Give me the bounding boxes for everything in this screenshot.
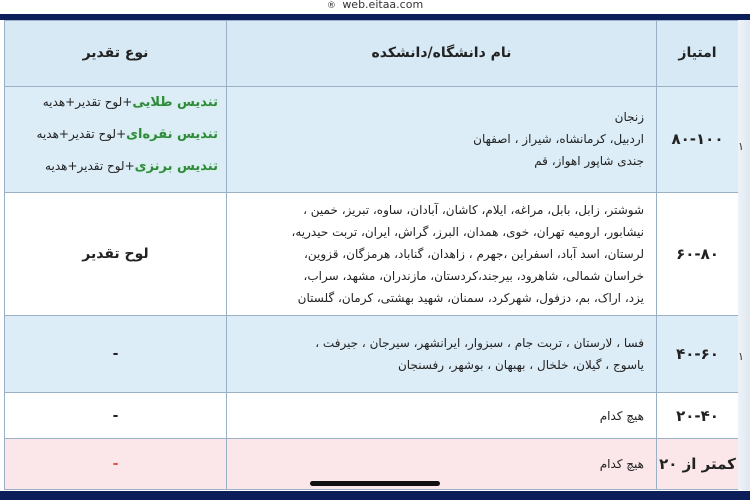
source-caption [0,0,750,14]
award-silver [37,127,218,142]
score-cell: ۲۰-۴۰ [657,392,739,438]
university-cell [227,192,657,315]
university-cell [227,439,657,490]
university-line: یاسوج ، گیلان، خلخال ، بهبهان ، بوشهر، رفسنجان [397,358,644,373]
score-cell: کمتر از ۲۰ [657,439,739,490]
award-cell [5,316,227,393]
university-line: زنجان [614,110,644,125]
university-line: نیشابور، ارومیه تهران، خوی، همدان، البرز، گراش، ایران، تربت حیدریه، [291,224,644,239]
award-cell [5,392,227,438]
award-tag: تندیس طلایی [132,94,218,110]
registered-icon: ® [326,1,336,11]
next-slide-edge [738,20,750,490]
university-cell [227,86,657,192]
university-line: لرستان، اسد آباد، اسفراین ،جهرم ، زاهدان، گناباد، هرمزگان، قزوین، [303,246,644,261]
header-score: امتیاز [657,21,739,87]
award-tag: تندیس برنزی [134,158,218,174]
award-cell [5,439,227,490]
award-none: - [112,346,119,363]
edge-number: ۱ [738,350,744,363]
award-rest: +لوح تقدیر+هدیه [36,126,127,141]
award-gold [43,95,218,110]
award-cell [5,86,227,192]
award-none: - [112,407,119,424]
university-cell [227,392,657,438]
source-url: web.eitaa.com [342,0,424,11]
university-line: شوشتر، زابل، بابل، مراغه، ایلام، کاشان، آبادان، ساوه، تبریز، خمین ، [303,202,644,217]
award-bronze [45,159,218,174]
award-none: - [112,456,119,473]
table-row [5,392,739,438]
award-plaque: لوح تقدیر [82,245,149,262]
home-indicator[interactable] [310,481,440,486]
score-cell: ۴۰-۶۰ [657,316,739,393]
table-row [5,192,739,315]
award-rest: +لوح تقدیر+هدیه [42,94,133,109]
award-rest: +لوح تقدیر+هدیه [45,158,135,173]
university-cell [227,316,657,393]
score-cell: ۶۰-۸۰ [657,192,739,315]
header-award: نوع تقدیر [5,21,227,87]
table-row [5,86,739,192]
header-row [5,21,739,87]
awards-table [4,20,739,490]
university-line: هیچ کدام [599,408,644,423]
university-line: فسا ، لارستان ، تربت جام ، سبزوار، ایرانشهر، سیرجان ، جیرفت ، [315,336,644,351]
header-university: نام دانشگاه/دانشکده [227,21,657,87]
university-line: هیچ کدام [599,457,644,472]
award-cell [5,192,227,315]
university-line: اردبیل، کرمانشاه، شیراز ، اصفهان [473,132,644,147]
award-tag: تندیس نقره‌ای [126,126,218,142]
university-line: جندی شاپور اهواز، قم [534,154,644,169]
score-cell: ۸۰-۱۰۰ [657,86,739,192]
university-line: یزد، اراک، بم، دزفول، شهرکرد، سمنان، شهید بهشتی، کرمان، گلستان [297,290,644,305]
university-line: خراسان شمالی، شاهرود، بیرجند،کردستان، مازندران، مشهد، سراب، [303,268,644,283]
table-row [5,316,739,393]
edge-number: ۱ [738,140,744,153]
frame-bottom-stripe [0,491,750,500]
